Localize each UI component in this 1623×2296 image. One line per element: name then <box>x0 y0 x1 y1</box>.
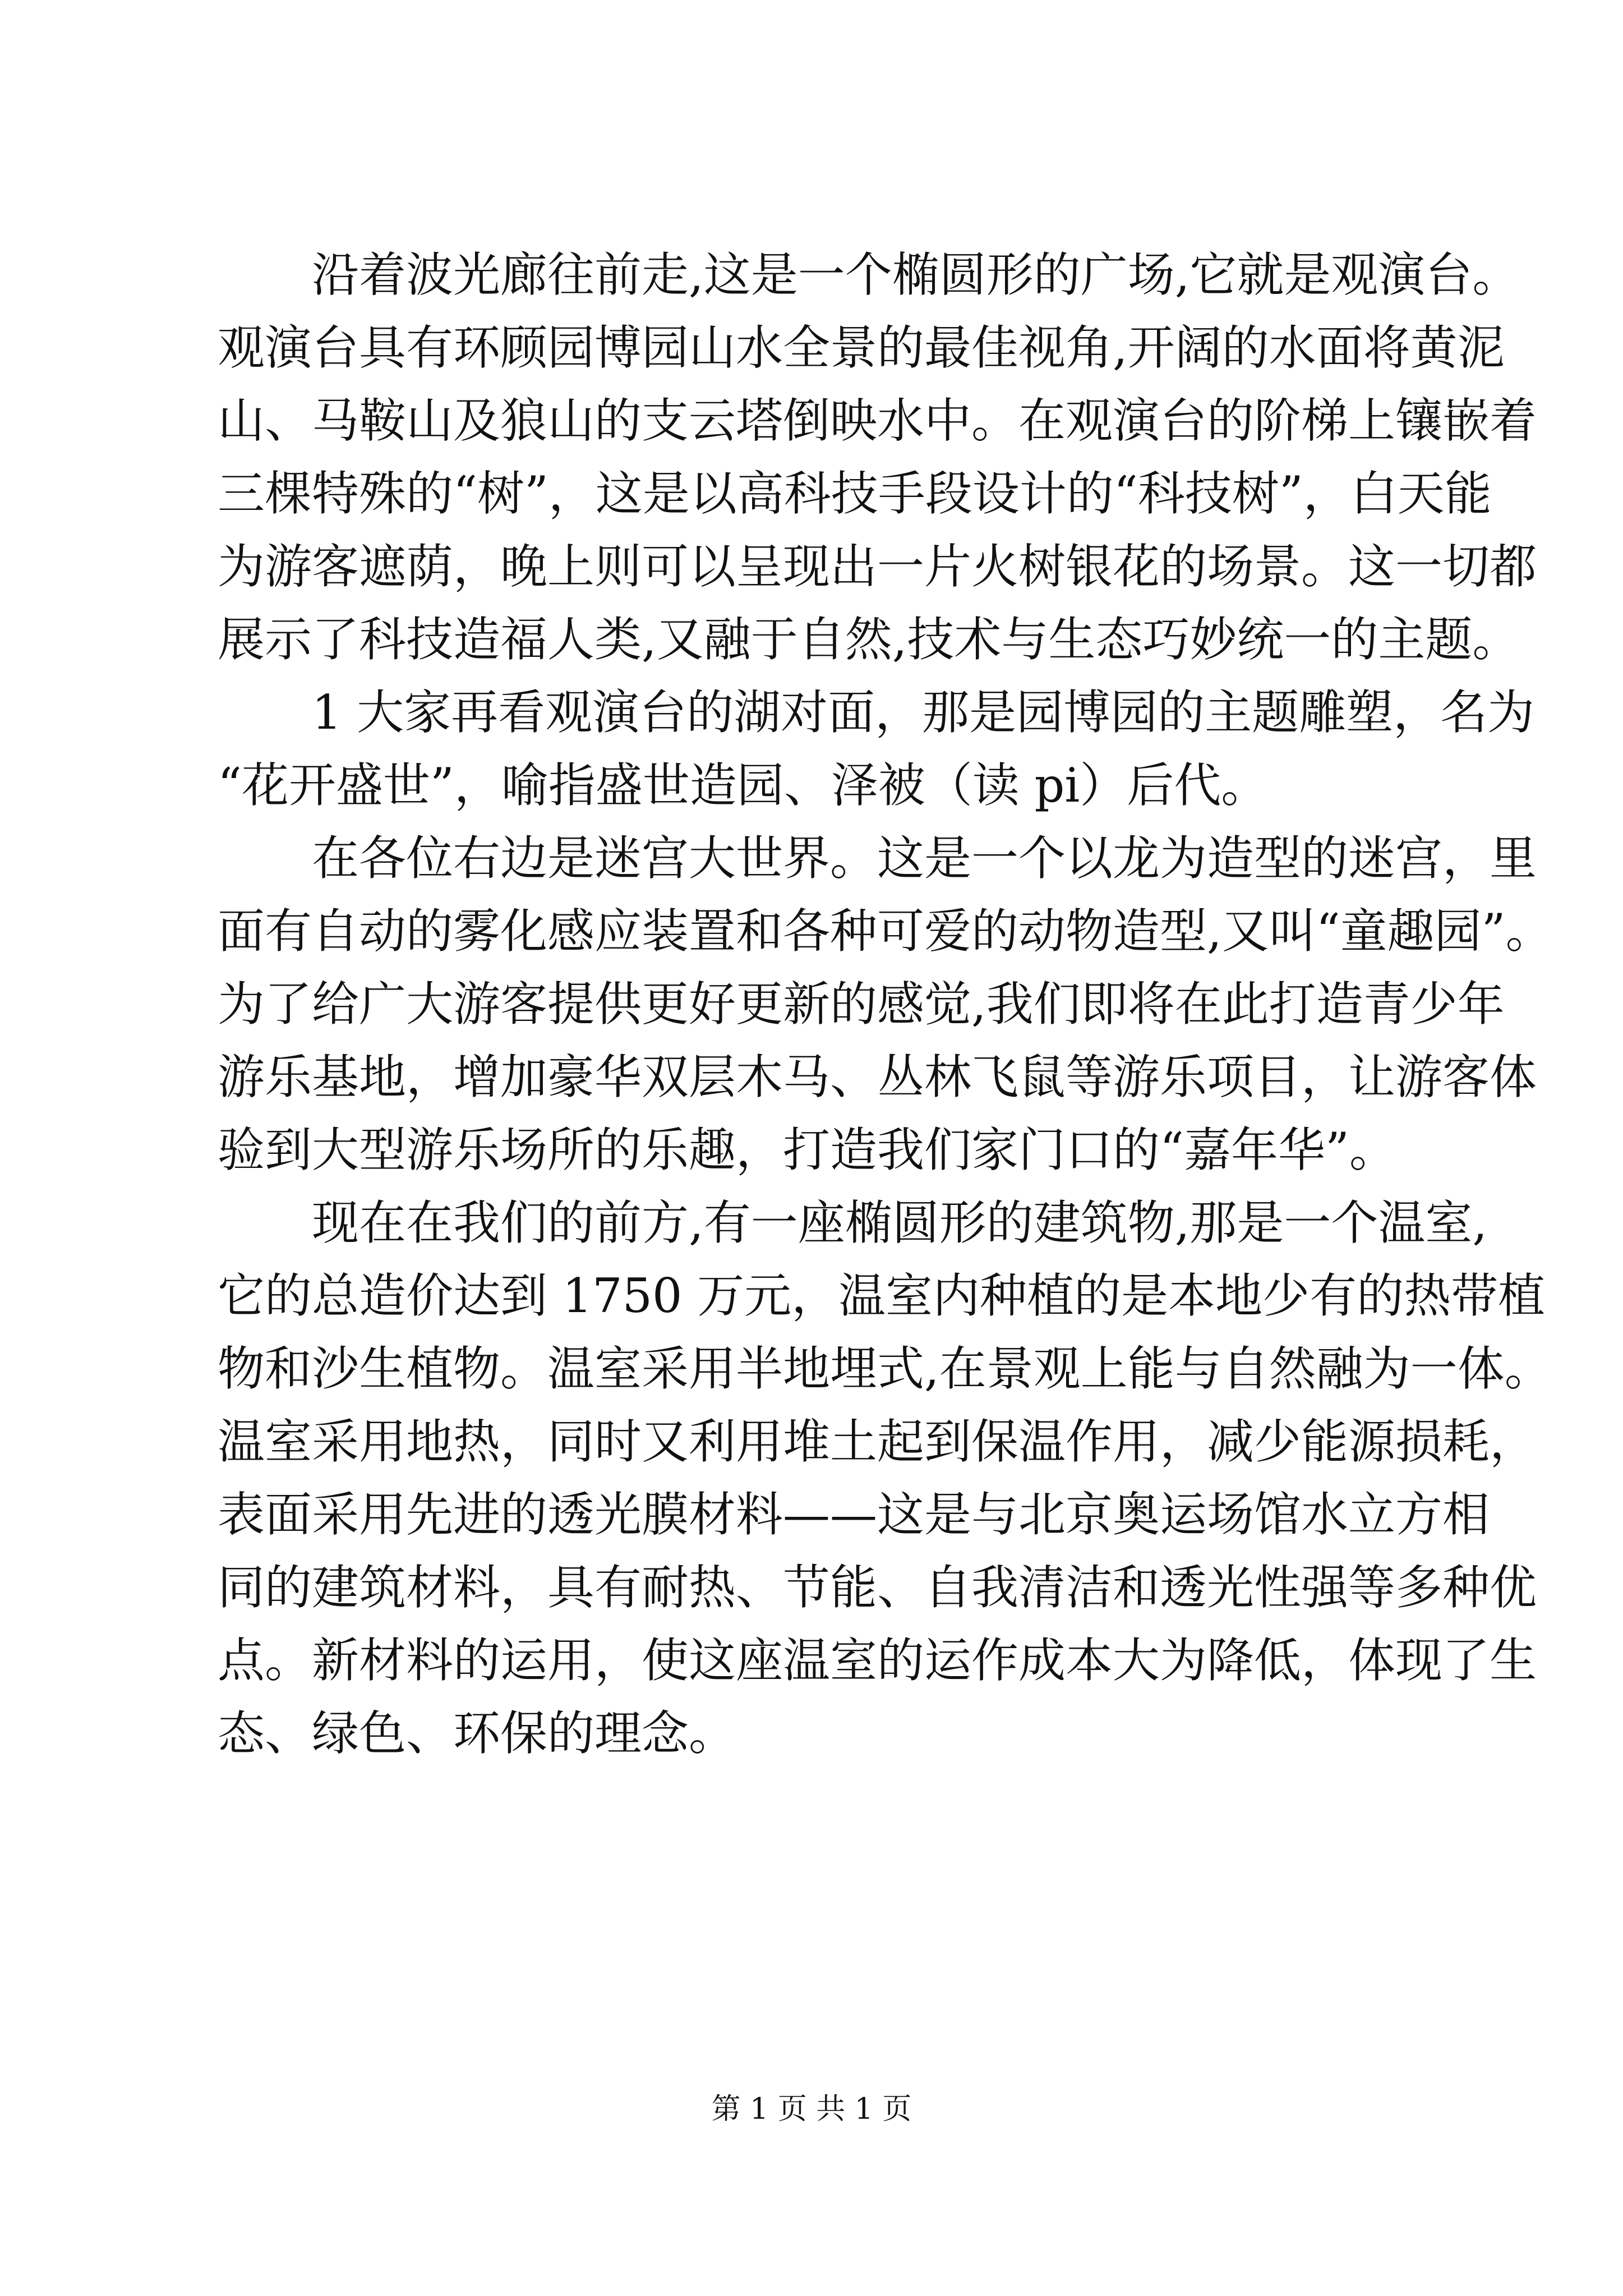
paragraph-line: 态、绿色、环保的理念。 <box>218 1706 736 1761</box>
paragraph-line: 点。新材料的运用，使这座温室的运作成本大为降低，体现了生 <box>218 1633 1537 1688</box>
paragraph-line: 验到大型游乐场所的乐趣，打造我们家门口的“嘉年华”。 <box>218 1122 1396 1177</box>
paragraph-line: 物和沙生植物。温室采用半地埋式,在景观上能与自然融为一体。 <box>218 1341 1552 1396</box>
paragraph-line: 面有自动的雾化感应装置和各种可爱的动物造型,又叫“童趣园”。 <box>218 904 1553 959</box>
page-number-footer: 第 1 页 共 1 页 <box>711 2092 912 2126</box>
paragraph-line: 观演台具有环顾园博园山水全景的最佳视角,开阔的水面将黄泥 <box>218 320 1505 375</box>
paragraph-line: 1 大家再看观演台的湖对面，那是园博园的主题雕塑，名为 <box>312 685 1535 740</box>
paragraph-line: 为了给广大游客提供更好更新的感觉,我们即将在此打造青少年 <box>218 977 1505 1032</box>
paragraph-line: 温室采用地热，同时又利用堆土起到保温作用，减少能源损耗， <box>218 1414 1537 1469</box>
paragraph-line: 现在在我们的前方,有一座椭圆形的建筑物,那是一个温室, <box>312 1195 1488 1250</box>
paragraph-line: 沿着波光廊往前走,这是一个椭圆形的广场,它就是观演台。 <box>312 247 1520 302</box>
paragraph-line: 三棵特殊的“树”，这是以高科技手段设计的“科技树”，白天能 <box>218 466 1492 521</box>
paragraph-line: “花开盛世”，喻指盛世造园、泽被（读 pi）后代。 <box>218 758 1269 813</box>
paragraph-line: 展示了科技造福人类,又融于自然,技术与生态巧妙统一的主题。 <box>218 612 1520 667</box>
paragraph-line: 它的总造价达到 1750 万元，温室内种植的是本地少有的热带植 <box>218 1268 1546 1323</box>
paragraph-line: 为游客遮荫，晚上则可以呈现出一片火树银花的场景。这一切都 <box>218 539 1537 594</box>
paragraph-line: 山、马鞍山及狼山的支云塔倒映水中。在观演台的阶梯上镶嵌着 <box>218 393 1537 448</box>
paragraph-line: 游乐基地，增加豪华双层木马、丛林飞鼠等游乐项目，让游客体 <box>218 1050 1537 1105</box>
paragraph-line: 表面采用先进的透光膜材料——这是与北京奥运场馆水立方相 <box>218 1487 1490 1542</box>
paragraph-line: 同的建筑材料，具有耐热、节能、自我清洁和透光性强等多种优 <box>218 1560 1537 1615</box>
paragraph-line: 在各位右边是迷宫大世界。这是一个以龙为造型的迷宫，里 <box>312 831 1537 886</box>
